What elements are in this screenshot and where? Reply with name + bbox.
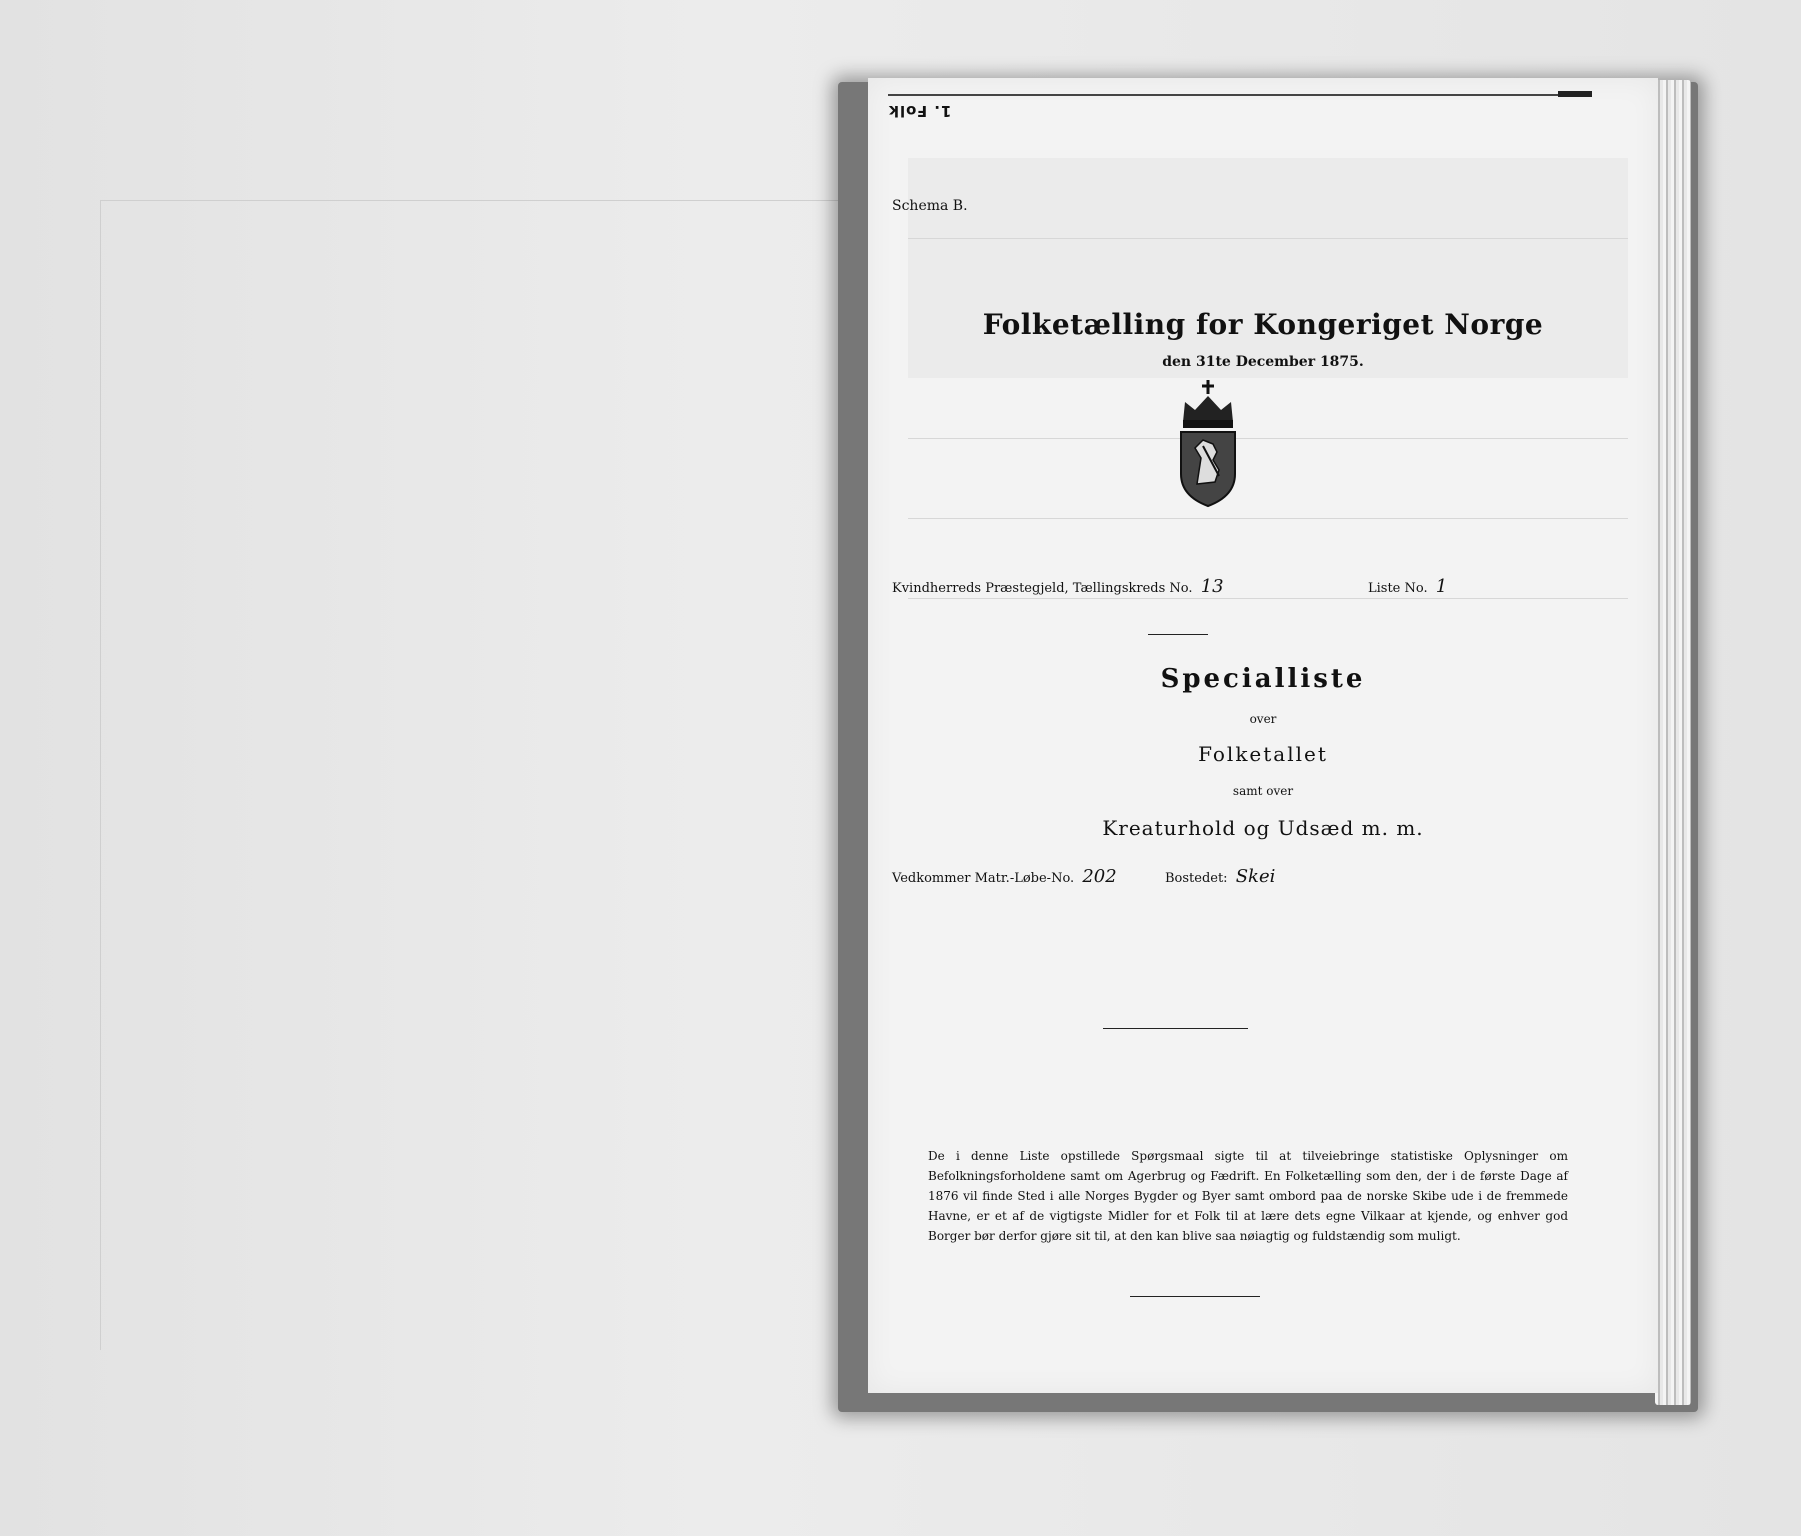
liste-line xyxy=(1368,576,1447,597)
bleed-through-line xyxy=(908,238,1628,239)
bleed-through-line xyxy=(908,438,1628,439)
matrikkel-line xyxy=(892,866,1275,887)
bleed-through-table xyxy=(908,158,1628,378)
census-date: den 31te December 1875. xyxy=(1162,354,1364,370)
liste-label: Liste No. xyxy=(1368,581,1428,596)
matr-label: Vedkommer Matr.-Løbe-No. xyxy=(892,871,1075,886)
specialliste-heading: Specialliste xyxy=(1160,664,1366,694)
divider-long xyxy=(1103,1028,1248,1029)
divider-bottom xyxy=(1130,1296,1260,1297)
census-page xyxy=(868,78,1658,1393)
top-rule-end xyxy=(1558,91,1592,97)
matr-number: 202 xyxy=(1082,866,1117,887)
liste-number: 1 xyxy=(1435,576,1448,597)
folketallet-heading: Folketallet xyxy=(1198,742,1328,766)
district-line xyxy=(892,576,1224,597)
instructions-paragraph: De i denne Liste opstillede Spørgsmaal sigte til at tilveiebringe statistiske Oplysninger om Befolkningsforholdene samt om Agerbrug og Fædrift. En Folketælling som den, der i de første Dage af 1876 vil finde Sted i alle Norges Bygder og Byer samt ombord paa de norske Skibe ude i de fremmede Havne, er et af de vigtigste Midler for et Folk til at lære dets egne Vilkaar at kjende, og enhver god Borger bør derfor gjøre sit til, at den kan blive saa nøiagtig og fuldstændig som muligt. xyxy=(928,1149,1568,1243)
bleed-through-line xyxy=(908,518,1628,519)
faint-margin-line xyxy=(100,200,101,1350)
divider-short xyxy=(1148,634,1208,635)
schema-label: Schema B. xyxy=(892,198,968,214)
page-stack-edge xyxy=(1655,80,1691,1405)
kreds-label: Tællingskreds No. xyxy=(1072,581,1193,596)
top-rule xyxy=(888,94,1588,96)
bleed-through-line xyxy=(908,598,1628,599)
kreds-number: 13 xyxy=(1200,576,1224,597)
coat-of-arms-icon xyxy=(1173,378,1243,508)
over-word: over xyxy=(1249,712,1277,726)
samt-over-word: samt over xyxy=(1232,784,1294,798)
kreaturhold-heading: Kreaturhold og Udsæd m. m. xyxy=(1102,816,1424,840)
prestegjeld-label: Kvindherreds Præstegjeld, xyxy=(892,581,1069,596)
page-title: Folketælling for Kongeriget Norge xyxy=(982,308,1544,341)
faint-top-line xyxy=(100,200,860,201)
bostedet-value: Skei xyxy=(1235,866,1276,887)
bostedet-label: Bostedet: xyxy=(1164,871,1228,886)
header-stamp: 1. Folk xyxy=(888,102,952,120)
